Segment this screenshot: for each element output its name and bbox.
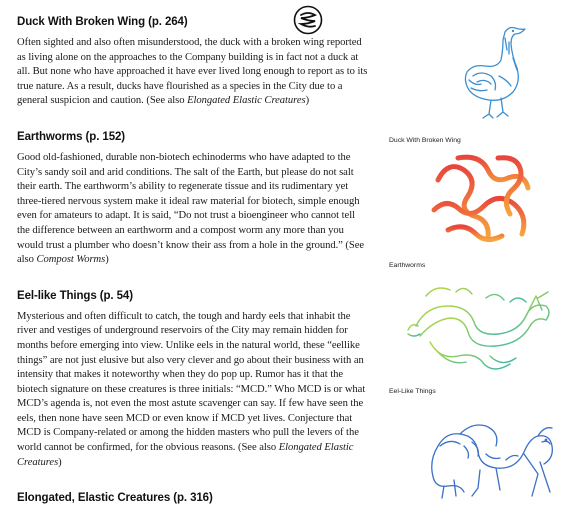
entry-elongated (17, 492, 369, 504)
see-also-link[interactable]: Compost Worms (36, 254, 106, 266)
entry-title: Earthworms (p. 152) (17, 130, 126, 143)
illustration-caption: Earthworms (389, 262, 426, 269)
see-also-link[interactable]: Elongated Elastic Creatures (17, 442, 354, 468)
entries-column (17, 16, 369, 526)
duck-illustration-icon (455, 20, 535, 122)
blue-creature-illustration-icon (420, 396, 560, 500)
entry-body: Mysterious and often difficult to catch, the tough and hardy eels that inhabit the river and vestiges of underground reservoirs of the City may remain hidden for months before emerging into view. Unlike eels in the natural world, these “eellike things” are not just elusive but also very clever and go about their business with an intensity that makes it noteworthy when they do pop up. Rumor has it that the biotech signature on these creatures is three initials: “MCD.” Who MCD is or what MCD’s agenda is, not even the most astute scavenger can say. If few have seen the eels, then none have seen MCD or even know if MCD yet lives. Conjecture that MCD is Company-related or among the hidden masters who pull the levers of the world cannot be confirmed, for the obvious reasons. (See also Elongated Elastic Creatures) (17, 310, 366, 468)
entry-body: Often sighted and also often misunderstood, the duck with a broken wing reported as living alone on the approaches to the Company building is in fact not a duck at all. But none who have approached it have ever lived long enough to report as to its true nature. As a result, ducks have flourished as a species in the City due to a general suspicion and caution. (See also Elongated Elastic Creatures) (17, 37, 368, 107)
illustration-caption: Duck With Broken Wing (389, 137, 461, 144)
entry-title: Duck With Broken Wing (p. 264) (17, 16, 188, 28)
entry-title: Eel-like Things (p. 54) (17, 289, 133, 302)
entry-body: Good old-fashioned, durable non-biotech echinoderms who have adapted to the City’s sandy soil and arid conditions. The salt of the Earth, but please do not salt their earth. The earthworm’s ability to regenerate tissue and its rudimentary yet three-tiered nervous system make it ideal raw material for biotech, simple enough even for amateurs to adapt. It is said, “Do not trust a bioengineer who cannot tell the difference between an earthworm and a compost worm any more than you would trust a plumber who doesn’t know their ass from a hole in the ground.” (See also Compost Worms) (17, 151, 365, 266)
eel-illustration-icon (406, 276, 556, 376)
earthworms-illustration-icon (428, 150, 540, 250)
entry-eels (17, 290, 369, 471)
entry-duck (17, 16, 369, 109)
illustration-caption: Eel-Like Things (389, 388, 436, 395)
entry-earthworms (17, 131, 369, 268)
see-also-link[interactable]: Elongated Elastic Creatures (187, 95, 306, 107)
entry-title: Elongated, Elastic Creatures (p. 316) (17, 492, 213, 505)
